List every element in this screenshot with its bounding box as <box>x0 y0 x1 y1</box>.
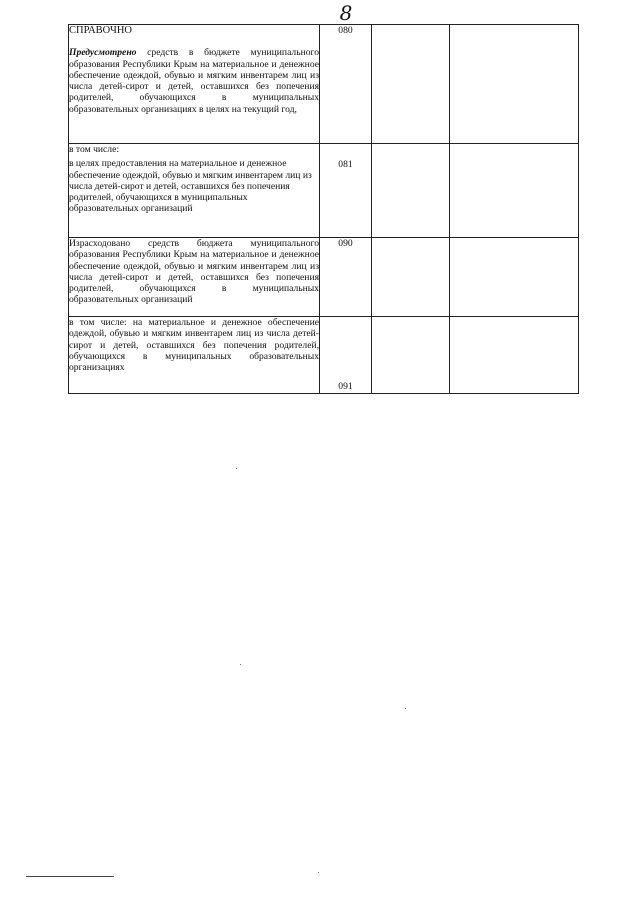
table-row <box>69 144 579 238</box>
scan-speck <box>318 872 319 873</box>
row-code: 081 <box>320 144 372 238</box>
scan-speck <box>405 708 406 709</box>
row-code: 090 <box>320 238 372 317</box>
table-row <box>69 317 579 394</box>
row-text: Израсходовано средств бюджета муниципального образования Республики Крым на материальное и денежное обеспечение одеждой, обувью и мягким инвентарем лиц из числа детей-сирот и детей, оставшихся без попечения родителей, обучающихся в муниципальных образовательных организаций <box>69 238 319 306</box>
row-description <box>69 238 320 317</box>
table-row <box>69 25 579 144</box>
value-cell-1[interactable] <box>372 238 450 317</box>
lead-word: Предусмотрено <box>69 47 137 59</box>
value-cell-2[interactable] <box>450 25 579 144</box>
value-cell-2[interactable] <box>450 238 579 317</box>
row-text: в целях предоставления на материальное и денежное обеспечение одеждой, обувью и мягким инвентарем лиц из числа детей-сирот и детей, оставшихся без попечения родителей, обучающихся в муниципальных образовательных организаций <box>69 158 312 215</box>
section-heading: СПРАВОЧНО <box>69 25 132 36</box>
page-number: 8 <box>339 1 353 25</box>
row-code: 080 <box>320 25 372 144</box>
table-row <box>69 238 579 317</box>
row-text: в том числе: на материальное и денежное обеспечение одеждой, обувью и мягким инвентарем лиц из числа детей-сирот и детей, оставшихся без попечения родителей, обучающихся в муниципальных образовательных организациях <box>69 317 319 374</box>
value-cell-1[interactable] <box>372 25 450 144</box>
value-cell-2[interactable] <box>450 317 579 394</box>
scan-speck <box>236 468 237 469</box>
value-cell-1[interactable] <box>372 317 450 394</box>
value-cell-1[interactable] <box>372 144 450 238</box>
reference-table <box>68 24 579 394</box>
row-description <box>69 144 320 238</box>
row-code-value: 091 <box>338 380 353 392</box>
subheading: в том числе: <box>69 144 120 155</box>
scan-speck <box>240 664 241 665</box>
row-code <box>320 317 372 394</box>
row-text-body: средств в бюджете муниципального образования Республики Крым на материальное и денежное обеспечение одеждой, обувью и мягким инвентарем лиц из числа детей-сирот и детей, оставшихся без попечения родителей, обучающихся в муниципальных образовательных организациях в целях на текущий год, <box>69 47 319 115</box>
footer-rule <box>26 876 114 877</box>
row-description <box>69 317 320 394</box>
row-text <box>69 47 319 115</box>
row-description <box>69 25 320 144</box>
value-cell-2[interactable] <box>450 144 579 238</box>
